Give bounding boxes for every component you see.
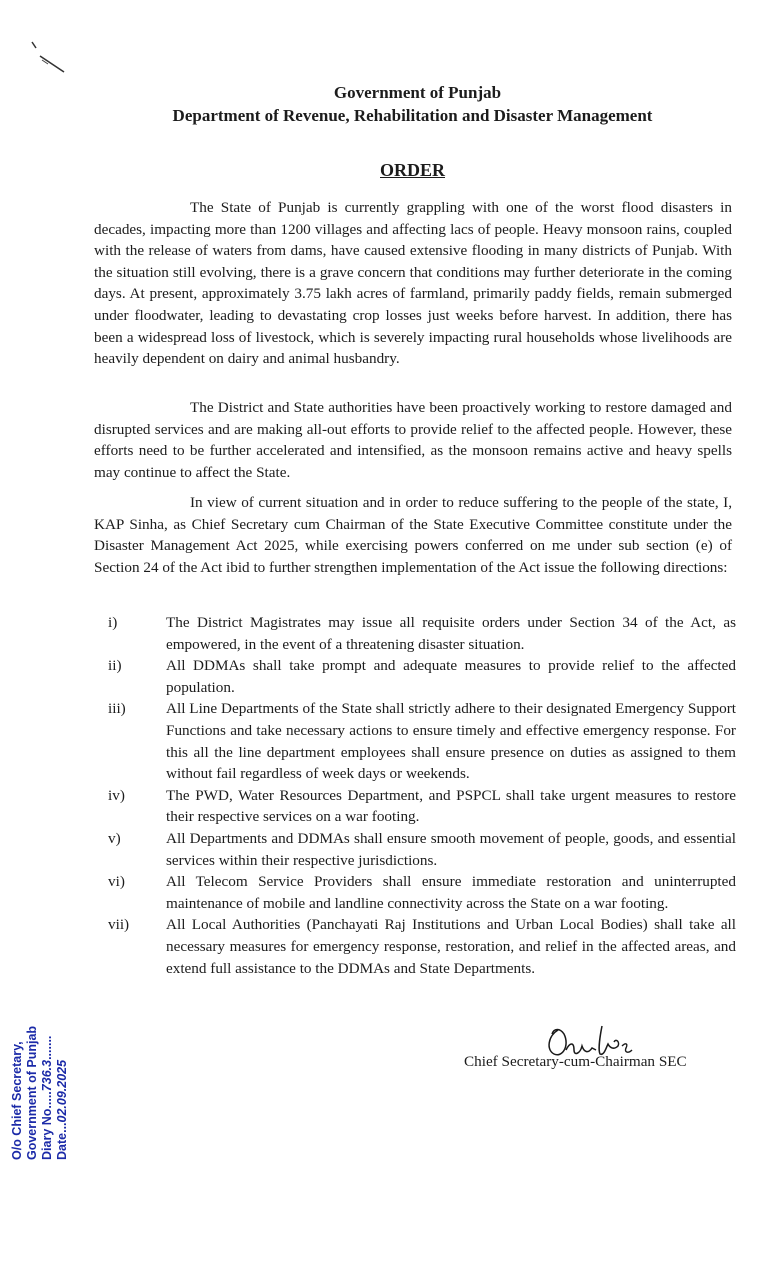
direction-number: iv) bbox=[108, 786, 125, 804]
direction-item bbox=[108, 785, 736, 828]
paragraph-1 bbox=[94, 197, 732, 370]
stamp-date-value: 02.09.2025 bbox=[55, 1059, 69, 1123]
stamp-diary-line: Diary No.....736.3....... bbox=[40, 1035, 54, 1160]
stamp-government: Government of Punjab bbox=[25, 1025, 39, 1160]
paragraph-1-text: The State of Punjab is currently grappling with one of the worst flood disasters in decades, impacting more than 1200 villages and affecting lacs of people. Heavy monsoon rains, coupled with the release of waters from dams, have caused extensive flooding in many districts of Punjab. With the situation still evolving, there is a grave concern that conditions may further deteriorate in the coming days. At present, approximately 3.75 lakh acres of farmland, primarily paddy fields, remain submerged under floodwater, leading to devastating crop losses just weeks before harvest. In addition, there has been a widespread loss of livestock, which is severely impacting rural households whose livelihoods are heavily dependent on dairy and animal husbandry. bbox=[94, 199, 732, 368]
paragraph-2-text: The District and State authorities have been proactively working to restore damaged and disrupted services and are making all-out efforts to provide relief to the affected people. However, these efforts need to be further accelerated and intensified, as the monsoon remains active and heavy spells may continue to affect the State. bbox=[94, 399, 732, 481]
direction-text: All DDMAs shall take prompt and adequate measures to provide relief to the affected population. bbox=[166, 657, 736, 696]
direction-number: i) bbox=[108, 614, 118, 631]
direction-number: v) bbox=[108, 829, 121, 847]
direction-text: The District Magistrates may issue all requisite orders under Section 34 of the Act, as empowered, in the event of a threatening disaster situation. bbox=[166, 614, 736, 653]
stamp-date-line: Date...02.09.2025 bbox=[55, 1059, 69, 1160]
department-name: Department of Revenue, Rehabilitation and Disaster Management bbox=[172, 106, 653, 125]
stamp-date-label: Date bbox=[55, 1132, 69, 1160]
direction-number: vi) bbox=[108, 873, 125, 891]
order-title: ORDER bbox=[380, 160, 446, 180]
letterhead bbox=[0, 82, 773, 128]
stamp-diary-label: Diary No. bbox=[40, 1105, 54, 1160]
direction-item bbox=[108, 828, 736, 871]
directions-list bbox=[108, 612, 736, 979]
direction-number: iii) bbox=[108, 700, 126, 718]
corner-pen-mark bbox=[28, 38, 72, 78]
stamp-office: O/o Chief Secretary, bbox=[10, 1041, 24, 1160]
paragraph-3-text: In view of current situation and in order to reduce suffering to the people of the state, I, KAP Sinha, as Chief Secretary cum Chairman of the State Executive Committee constitute under the Disaster Management Act 2025, while exercising powers conferred on me under sub section (e) of Section 24 of the Act ibid to further strengthen implementation of the Act issue the following directions: bbox=[94, 494, 732, 576]
stamp-diary-number: 736.3 bbox=[40, 1059, 54, 1092]
diary-stamp bbox=[10, 1000, 96, 1160]
paragraph-2 bbox=[94, 397, 732, 483]
direction-text: All Local Authorities (Panchayati Raj Institutions and Urban Local Bodies) shall take all necessary measures for emergency response, restoration, and relief in the affected areas, and extend full assistance to the DDMAs and State Departments. bbox=[166, 916, 736, 977]
direction-text: All Departments and DDMAs shall ensure smooth movement of people, goods, and essential services within their respective jurisdictions. bbox=[166, 829, 736, 869]
direction-number: ii) bbox=[108, 657, 122, 675]
direction-item bbox=[108, 612, 736, 655]
direction-item bbox=[108, 871, 736, 914]
direction-item bbox=[108, 698, 736, 784]
government-name: Government of Punjab bbox=[333, 83, 502, 102]
direction-text: The PWD, Water Resources Department, and PSPCL shall take urgent measures to restore their respective services on a war footing. bbox=[166, 786, 736, 826]
paragraph-3 bbox=[94, 492, 732, 578]
direction-text: All Line Departments of the State shall strictly adhere to their designated Emergency Support Functions and take necessary actions to ensure timely and effective emergency response. For this all the line department employees shall ensure presence on duties as assigned to them without fail regardless of week days or weekends. bbox=[166, 700, 736, 783]
direction-number: vii) bbox=[108, 916, 130, 934]
direction-item bbox=[108, 655, 736, 698]
direction-item bbox=[108, 914, 736, 979]
signatory-designation: Chief Secretary-cum-Chairman SEC bbox=[464, 1053, 687, 1070]
direction-text: All Telecom Service Providers shall ensure immediate restoration and uninterrupted maintenance of mobile and landline connectivity across the State on a war footing. bbox=[166, 873, 736, 912]
